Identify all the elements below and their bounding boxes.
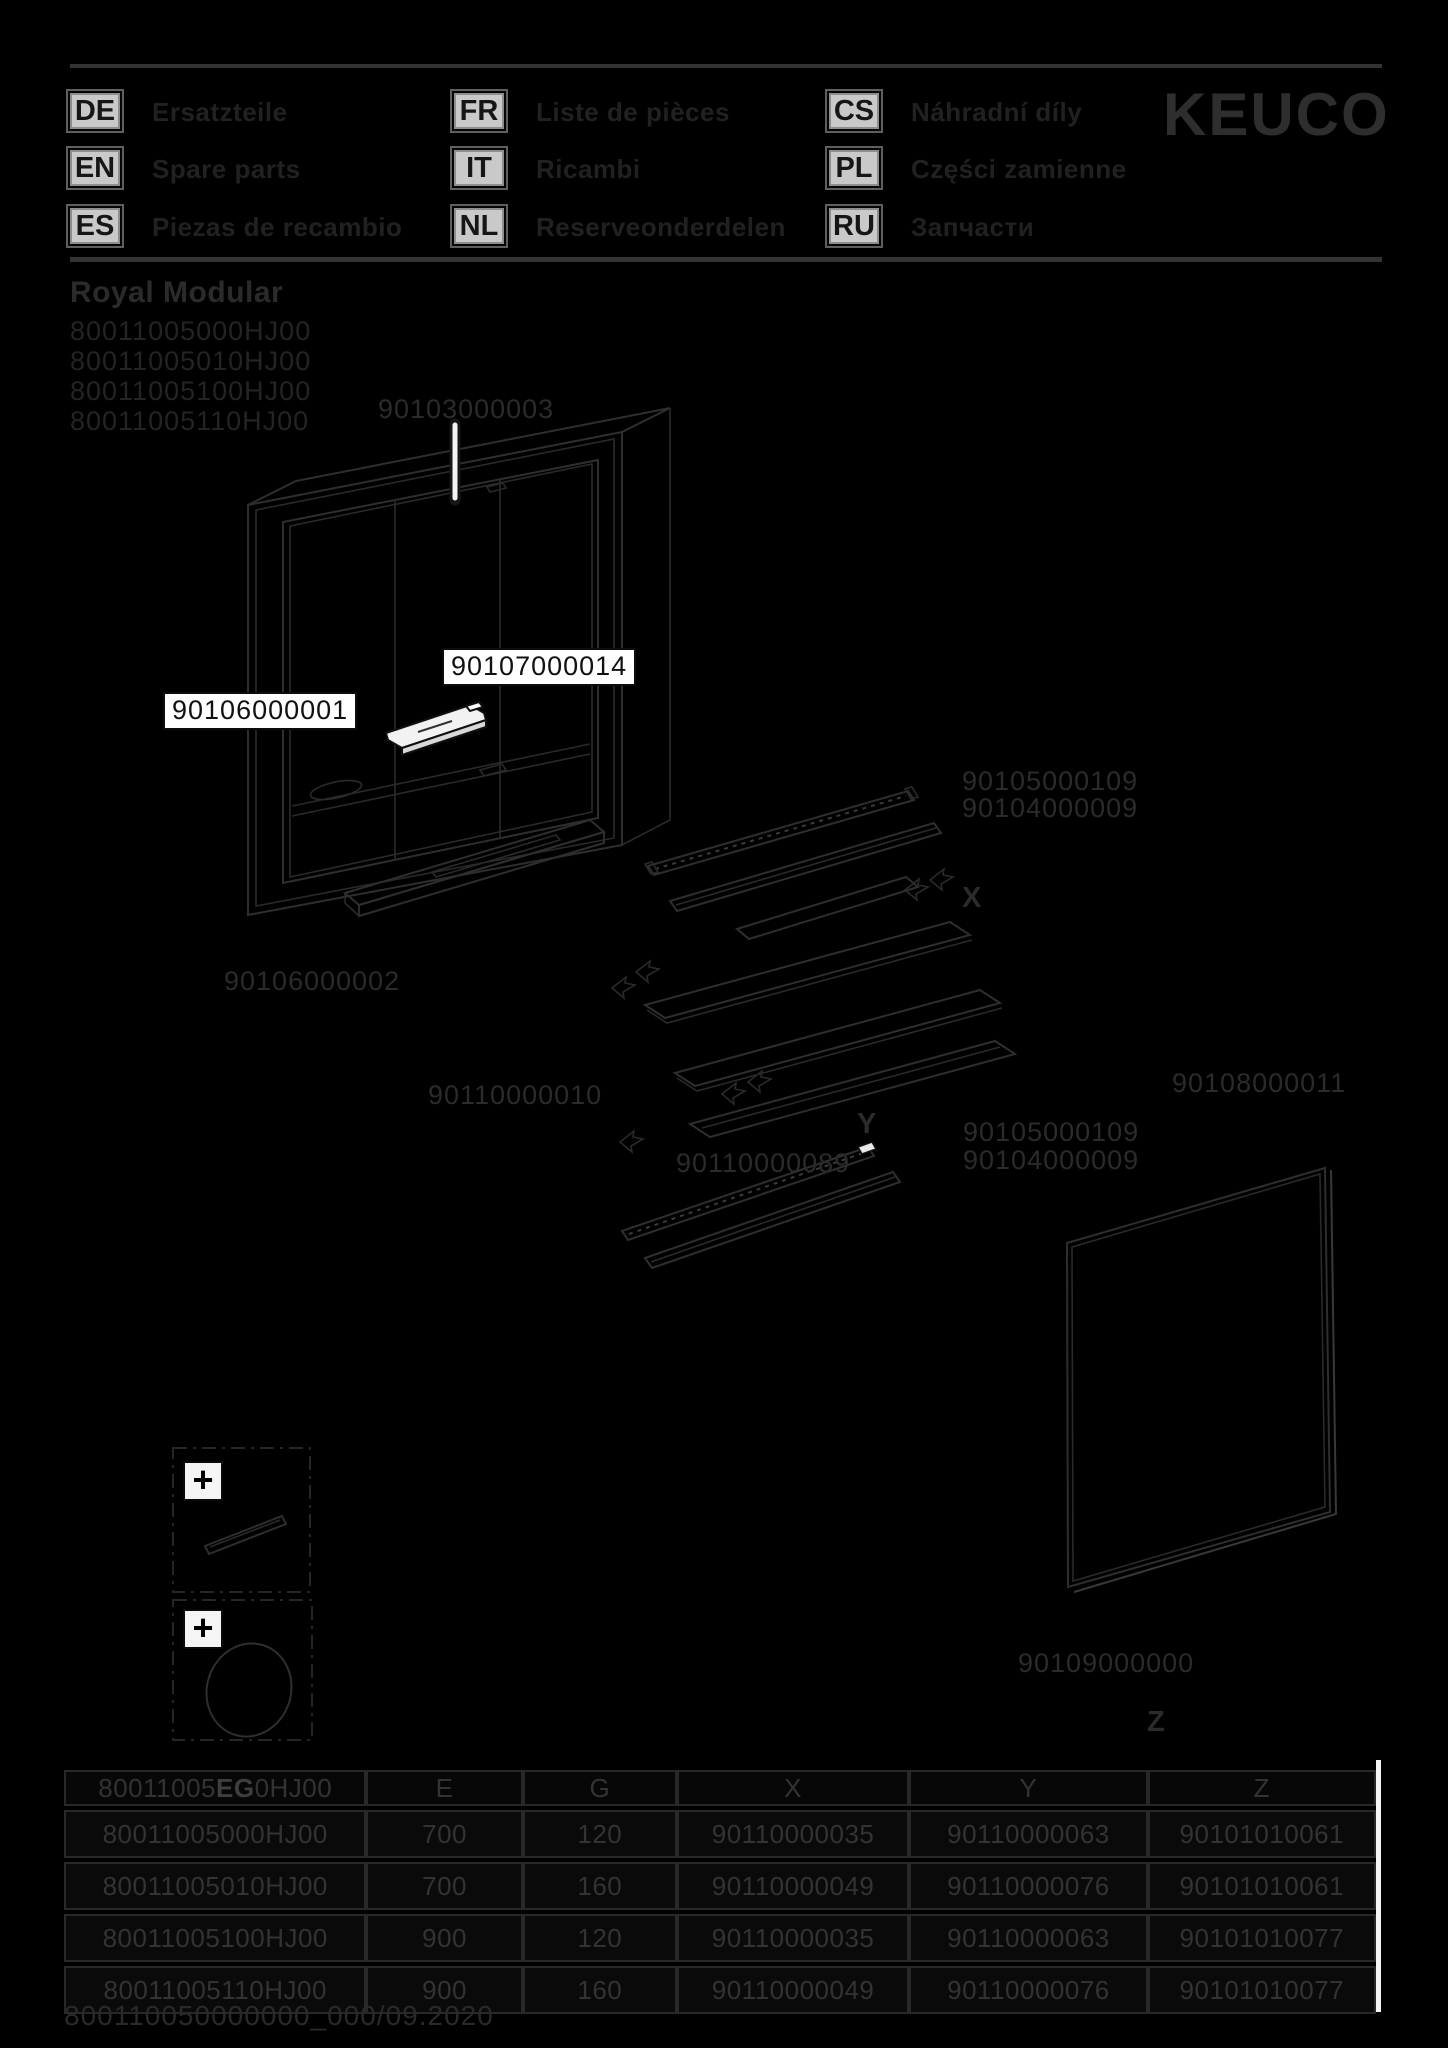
bottom-panel-part	[345, 820, 604, 916]
cell-y: 90110000063	[909, 1810, 1147, 1858]
part-label-back-wall: 90108000011	[1172, 1068, 1347, 1098]
cell-g: 160	[523, 1862, 677, 1910]
lang-badge-ru: RU	[829, 208, 879, 244]
lang-badge-nl: NL	[454, 208, 504, 244]
cell-e: 700	[366, 1862, 522, 1910]
model-number: 80011005100HJ00	[70, 376, 312, 406]
lang-label-en: Spare parts	[152, 154, 301, 184]
lang-badge-pl: PL	[829, 150, 879, 186]
lang-label-es: Piezas de recambio	[152, 212, 403, 242]
col-header-g: G	[523, 1770, 677, 1806]
part-label-rail-lower: 90110000089	[676, 1148, 851, 1178]
table-row	[64, 1862, 1376, 1910]
table-row	[64, 1810, 1376, 1858]
lang-label-cs: Náhradní díly	[911, 97, 1083, 127]
cell-x: 90110000049	[677, 1862, 909, 1910]
cell-e: 700	[366, 1810, 522, 1858]
part-label-rail-bottom-b: 90104000009	[963, 1145, 1140, 1175]
cell-model: 80011005100HJ00	[64, 1914, 366, 1962]
marker-z: Z	[1147, 1706, 1166, 1738]
model-number: 80011005000HJ00	[70, 316, 312, 346]
lang-label-nl: Reserveonderdelen	[536, 212, 786, 242]
col-header-z: Z	[1148, 1770, 1376, 1806]
light-module-part	[386, 702, 486, 755]
page-edge-mark	[1376, 1760, 1381, 2012]
col-header-y: Y	[909, 1770, 1147, 1806]
plus-icon: +	[183, 1609, 223, 1649]
lang-badge-cs: CS	[829, 93, 879, 129]
cell-x: 90110000049	[677, 1966, 909, 2014]
cell-x: 90110000035	[677, 1810, 909, 1858]
part-label-rail-bottom-a: 90105000109	[963, 1117, 1140, 1147]
keuco-logo: KEUCO	[1163, 81, 1390, 148]
col-header-model: 80011005EG0HJ00	[64, 1770, 366, 1806]
table-header-row	[64, 1770, 1376, 1806]
cell-model: 80011005110HJ00	[64, 1966, 366, 2014]
document-code: 800110050000000_000/09.2020	[64, 2000, 494, 2031]
model-number: 80011005010HJ00	[70, 346, 312, 376]
cell-z: 90101010061	[1148, 1862, 1376, 1910]
model-number: 80011005110HJ00	[70, 406, 310, 436]
cell-g: 120	[523, 1810, 677, 1858]
marker-y: Y	[857, 1108, 878, 1140]
part-callout-light-module: 90107000014	[442, 648, 636, 686]
lang-badge-de: DE	[70, 93, 120, 129]
part-label-bottom-panel: 90106000002	[224, 966, 401, 996]
lang-badge-es: ES	[70, 208, 120, 244]
lang-label-pl: Części zamienne	[911, 154, 1127, 184]
cell-e: 900	[366, 1966, 522, 2014]
table-row	[64, 1914, 1376, 1962]
cell-z: 90101010077	[1148, 1966, 1376, 2014]
part-label-glass-shelf: 90110000010	[428, 1080, 603, 1110]
lang-label-de: Ersatzteile	[152, 97, 288, 127]
glass-shelves-part	[645, 922, 1015, 1137]
series-title: Royal Modular	[70, 276, 284, 309]
part-label-rail-top-b: 90104000009	[962, 793, 1139, 823]
part-label-mirror-door: 90109000000	[1018, 1648, 1195, 1678]
part-label-rail-top-a: 90105000109	[962, 766, 1139, 796]
variants-table	[64, 1766, 1376, 2018]
cell-model: 80011005010HJ00	[64, 1862, 366, 1910]
cell-z: 90101010061	[1148, 1810, 1376, 1858]
cell-y: 90110000063	[909, 1914, 1147, 1962]
col-header-x: X	[677, 1770, 909, 1806]
cell-model: 80011005000HJ00	[64, 1810, 366, 1858]
cell-g: 120	[523, 1914, 677, 1962]
cell-z: 90101010077	[1148, 1914, 1376, 1962]
part-label-pin: 90103000003	[378, 394, 555, 424]
col-header-e: E	[366, 1770, 522, 1806]
cell-y: 90110000076	[909, 1862, 1147, 1910]
cell-e: 900	[366, 1914, 522, 1962]
lang-label-it: Ricambi	[536, 154, 641, 184]
lang-badge-fr: FR	[454, 93, 504, 129]
cell-y: 90110000076	[909, 1966, 1147, 2014]
lang-badge-it: IT	[454, 150, 504, 186]
marker-x: X	[962, 882, 983, 914]
lang-label-fr: Liste de pièces	[536, 97, 730, 127]
part-callout-profile: 90106000001	[163, 692, 357, 730]
upper-rails-part	[645, 787, 941, 939]
cell-g: 160	[523, 1966, 677, 2014]
lang-label-ru: Запчасти	[911, 212, 1035, 242]
mirror-door-part	[1067, 1168, 1336, 1592]
cell-x: 90110000035	[677, 1914, 909, 1962]
lang-badge-en: EN	[70, 150, 120, 186]
plus-icon: +	[183, 1461, 223, 1501]
